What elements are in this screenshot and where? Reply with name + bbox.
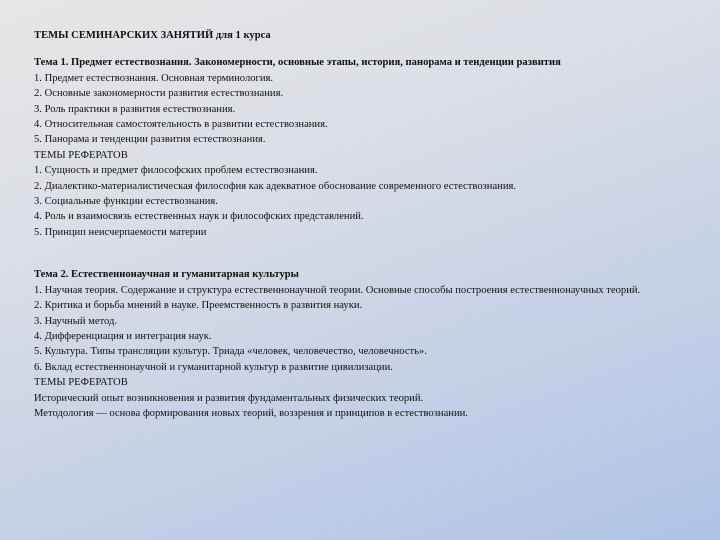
topic-2-heading: Тема 2. Естественнонаучная и гуманитарная культуры	[34, 269, 299, 281]
topic-1-report: 2. Диалектико-материалистическая философия как адекватное обоснование современного естествознания.	[34, 180, 517, 192]
topic-2-reports-heading: ТЕМЫ РЕФЕРАТОВ	[34, 377, 128, 389]
topic-2-item: 4. Дифференциация и интеграция наук.	[34, 330, 212, 342]
topic-1-reports-heading: ТЕМЫ РЕФЕРАТОВ	[34, 149, 128, 161]
page-title: ТЕМЫ СЕМИНАРСКИХ ЗАНЯТИЙ для 1 курса	[34, 30, 271, 41]
topic-2-report: Исторический опыт возникновения и развития фундаментальных физических теорий.	[34, 392, 424, 404]
topic-2-item: 3. Научный метод.	[34, 315, 118, 327]
topic-1-item: 5. Панорама и тенденции развития естествознания.	[34, 134, 266, 146]
topic-1-item: 3. Роль практики в развития естествознания.	[34, 103, 236, 115]
topic-1-report: 5. Принцип неисчерпаемости материи	[34, 226, 207, 238]
topic-2-item: 2. Критика и борьба мнений в науке. Преемственность в развития науки.	[34, 300, 363, 312]
topic-1-item: 2. Основные закономерности развития естествознания.	[34, 88, 284, 100]
topic-2-item: 6. Вклад естественнонаучной и гуманитарной культур в развитие цивилизации.	[34, 361, 393, 373]
topic-1-item: 1. Предмет естествознания. Основная терминология.	[34, 72, 274, 84]
document-body	[34, 28, 694, 421]
topic-1-report: 3. Социальные функции естествознания.	[34, 196, 218, 208]
topic-2-item: 5. Культура. Типы трансляции культур. Триада «человек, человечество, человечность».	[34, 346, 427, 358]
topic-1-report: 1. Сущность и предмет философских проблем естествознания.	[34, 165, 318, 177]
topic-1-report: 4. Роль и взаимосвязь естественных наук и философских представлений.	[34, 211, 364, 223]
topic-2-item: 1. Научная теория. Содержание и структура естественнонаучной теории. Основные способы построения естественнонаучных теорий.	[34, 284, 641, 296]
topic-1-heading: Тема 1. Предмет естествознания. Закономерности, основные этапы, история, панорама и тенденции развития	[34, 57, 561, 69]
topic-1-item: 4. Относительная самостоятельность в развитии естествознания.	[34, 119, 328, 131]
topic-2-report: Методология — основа формирования новых теорий, воззрения и принципов в естествознании.	[34, 407, 468, 419]
